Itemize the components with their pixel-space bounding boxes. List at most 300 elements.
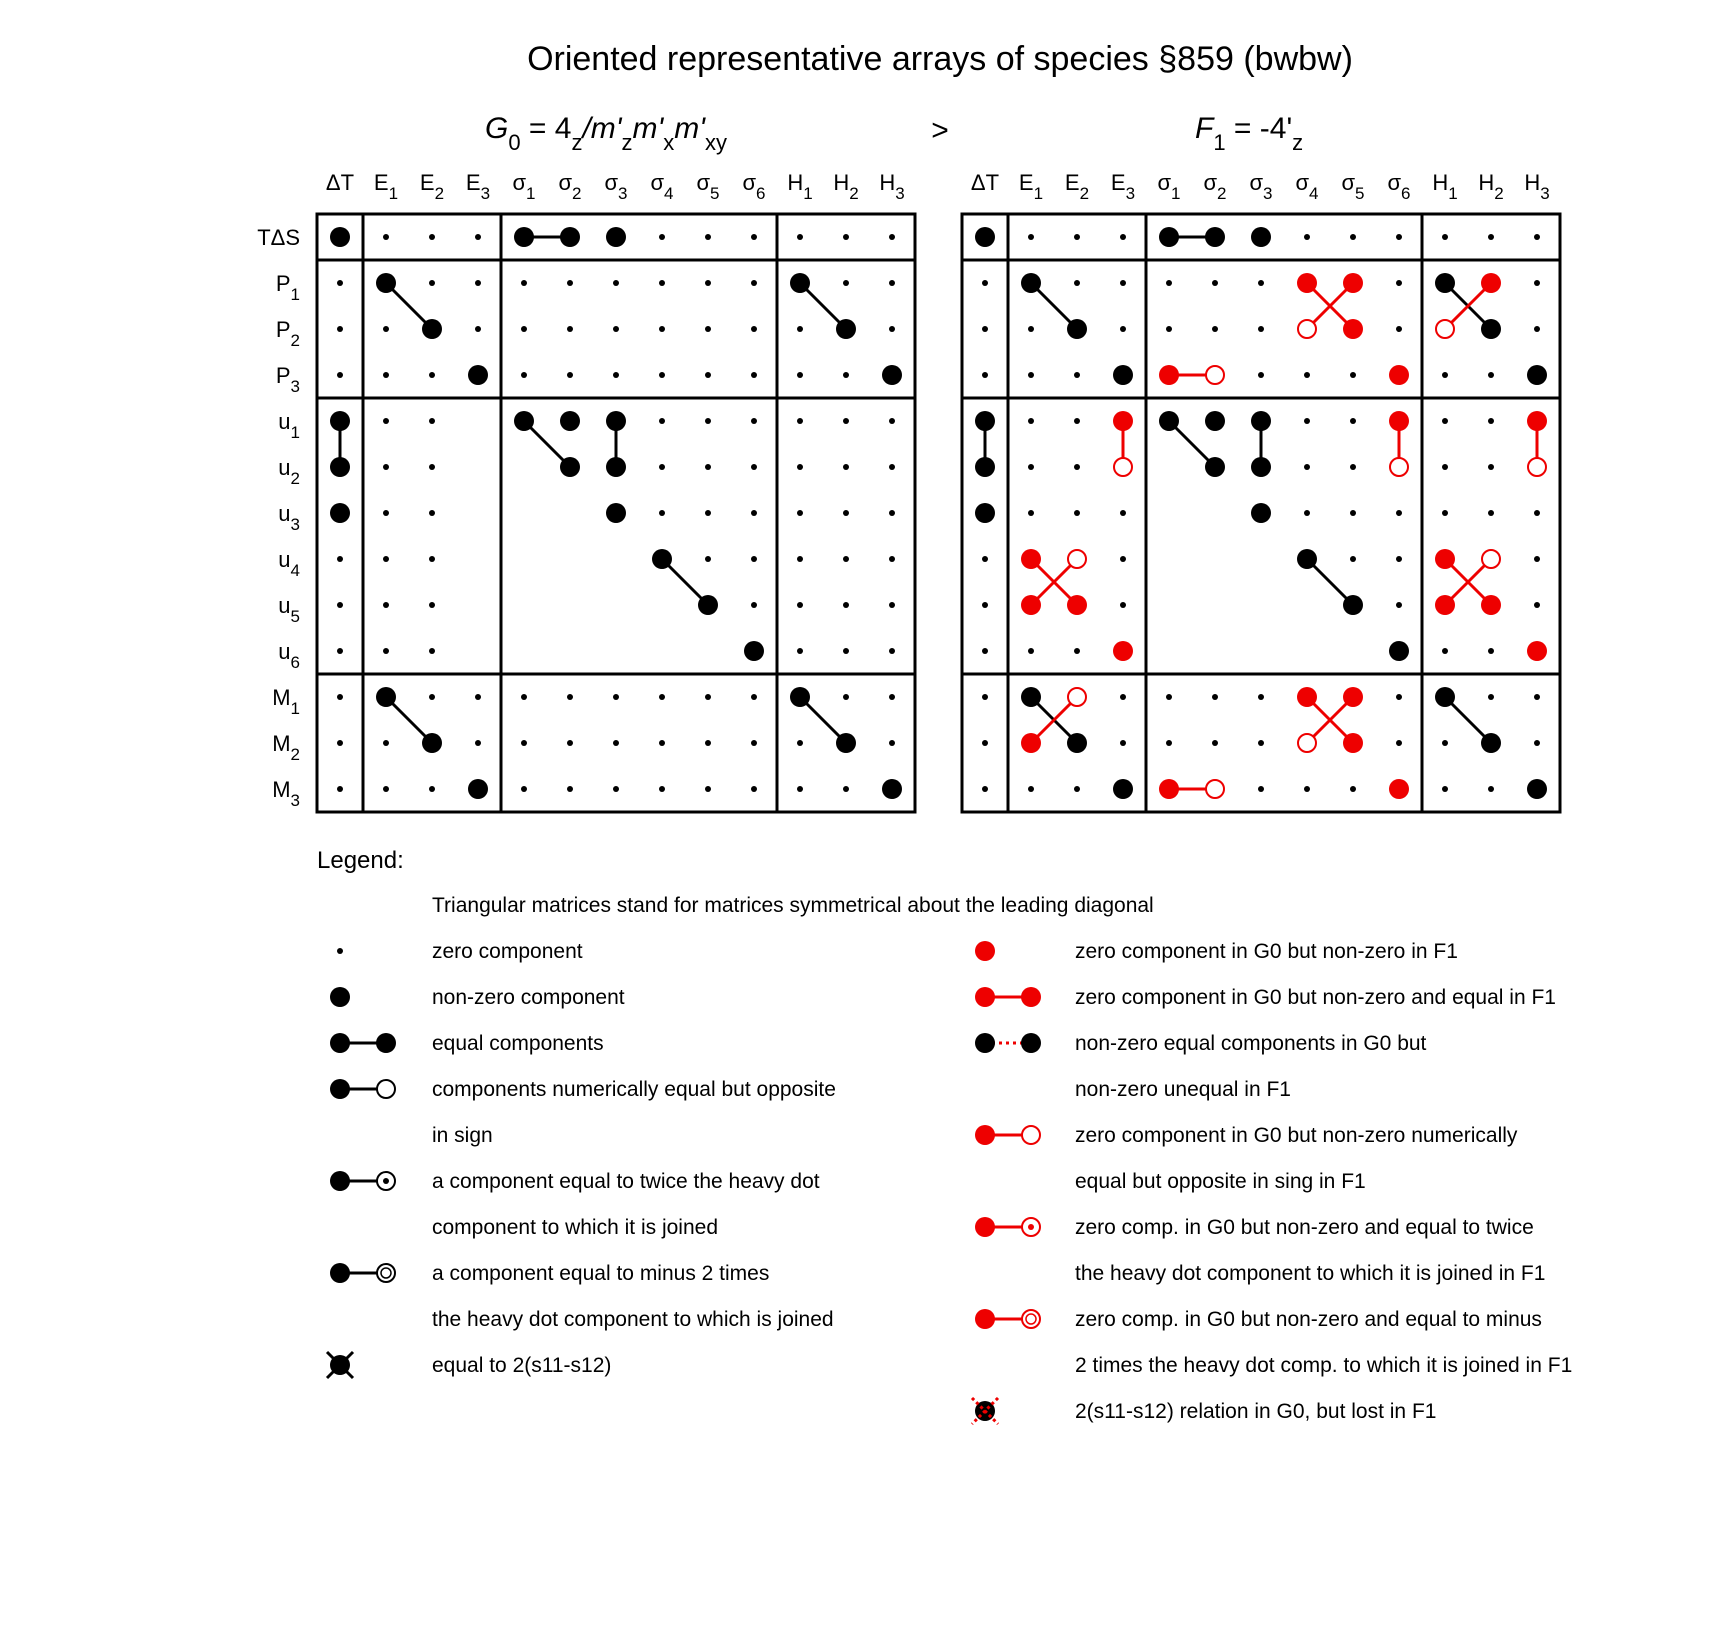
- left-zero-dot-r11-c7: [659, 740, 665, 746]
- right-group-heading: $F_1 = -4'_z$: [1195, 112, 1304, 155]
- right-zero-dot-r6-c1: [1028, 510, 1034, 516]
- left-zero-dot-r10-c5: [567, 694, 573, 700]
- row-header-4: [278, 409, 300, 442]
- right-component-dot-r8-c11: [1481, 595, 1501, 615]
- left-3-text-1: in sign: [432, 1124, 493, 1147]
- right-zero-dot-r3-c0: [982, 372, 988, 378]
- left-zero-dot-r11-c9: [751, 740, 757, 746]
- right-component-dot-r0-c0: [975, 227, 995, 247]
- right-4-symbol-head: [975, 1217, 995, 1237]
- right-component-dot-r8-c1: [1021, 595, 1041, 615]
- left-zero-dot-r5-c1: [383, 464, 389, 470]
- right-component-dot-r1-c1: [1021, 273, 1041, 293]
- right-component-dot-r5-c9: [1390, 458, 1408, 476]
- right-zero-dot-r2-c3: [1120, 326, 1126, 332]
- left-5-symbol-head: [330, 1263, 350, 1283]
- right-zero-dot-r11-c3: [1120, 740, 1126, 746]
- left-zero-dot-r3-c10: [797, 372, 803, 378]
- row-header-9: [278, 639, 300, 672]
- right-zero-dot-r5-c8: [1350, 464, 1356, 470]
- right-5-text-1: 2 times the heavy dot comp. to which it is joined in F1: [1075, 1354, 1573, 1377]
- left-zero-dot-r4-c1: [383, 418, 389, 424]
- left-component-dot-r12-c12: [882, 779, 902, 799]
- right-zero-dot-r9-c1: [1028, 648, 1034, 654]
- left-column-header-6-sub: 3: [618, 184, 628, 203]
- left-0-text-0: zero component: [432, 940, 583, 963]
- right-zero-dot-r4-c7: [1304, 418, 1310, 424]
- left-zero-dot-r0-c11: [843, 234, 849, 240]
- right-zero-dot-r1-c9: [1396, 280, 1402, 286]
- right-zero-dot-r1-c4: [1166, 280, 1172, 286]
- right-zero-dot-r6-c11: [1488, 510, 1494, 516]
- right-zero-dot-r4-c1: [1028, 418, 1034, 424]
- left-zero-dot-r2-c7: [659, 326, 665, 332]
- left-zero-dot-r2-c12: [889, 326, 895, 332]
- row-header-1-base: P: [275, 271, 291, 296]
- left-zero-dot-r4-c12: [889, 418, 895, 424]
- right-zero-dot-r1-c6: [1258, 280, 1264, 286]
- right-zero-dot-r2-c6: [1258, 326, 1264, 332]
- right-component-dot-r11-c11: [1481, 733, 1501, 753]
- right-zero-dot-r10-c12: [1534, 694, 1540, 700]
- right-component-dot-r11-c1: [1021, 733, 1041, 753]
- right-0-symbol: [975, 941, 995, 961]
- right-column-header-4-sub: 1: [1171, 184, 1181, 203]
- left-zero-dot-r12-c2: [429, 786, 435, 792]
- left-zero-dot-r7-c9: [751, 556, 757, 562]
- right-zero-dot-r11-c9: [1396, 740, 1402, 746]
- left-zero-dot-r6-c12: [889, 510, 895, 516]
- left-component-dot-r9-c9: [744, 641, 764, 661]
- right-component-dot-r9-c12: [1527, 641, 1547, 661]
- right-component-dot-r10-c2: [1068, 688, 1086, 706]
- right-component-dot-r1-c11: [1481, 273, 1501, 293]
- right-component-dot-r3-c4: [1159, 365, 1179, 385]
- right-component-dot-r1-c8: [1343, 273, 1363, 293]
- left-zero-dot-r0-c10: [797, 234, 803, 240]
- right-zero-dot-r8-c9: [1396, 602, 1402, 608]
- left-group-heading: $G_0 = 4_z/m'_zm'_xm'_{xy}$: [485, 112, 727, 155]
- right-column-header-3: [1111, 170, 1135, 203]
- right-zero-dot-r3-c6: [1258, 372, 1264, 378]
- right-column-header-7-base: σ: [1295, 170, 1310, 195]
- left-zero-dot-r8-c1: [383, 602, 389, 608]
- left-zero-dot-r2-c1: [383, 326, 389, 332]
- right-column-header-10-base: H: [1432, 170, 1449, 195]
- left-zero-dot-r4-c8: [705, 418, 711, 424]
- right-component-dot-r1-c10: [1435, 273, 1455, 293]
- left-zero-dot-r2-c3: [475, 326, 481, 332]
- left-zero-dot-r6-c1: [383, 510, 389, 516]
- right-zero-dot-r3-c11: [1488, 372, 1494, 378]
- right-column-header-11-base: H: [1478, 170, 1495, 195]
- right-block-r1-c2: [1146, 260, 1422, 398]
- left-zero-dot-r11-c12: [889, 740, 895, 746]
- right-zero-dot-r6-c9: [1396, 510, 1402, 516]
- right-component-dot-r2-c7: [1298, 320, 1316, 338]
- left-zero-dot-r3-c4: [521, 372, 527, 378]
- right-zero-dot-r2-c0: [982, 326, 988, 332]
- right-zero-dot-r5-c10: [1442, 464, 1448, 470]
- right-zero-dot-r9-c10: [1442, 648, 1448, 654]
- right-component-dot-r5-c5: [1205, 457, 1225, 477]
- left-zero-dot-r11-c10: [797, 740, 803, 746]
- left-zero-dot-r1-c0: [337, 280, 343, 286]
- row-header-5: [278, 455, 300, 488]
- right-column-header-12-base: H: [1524, 170, 1541, 195]
- left-zero-dot-r5-c12: [889, 464, 895, 470]
- right-component-dot-r7-c10: [1435, 549, 1455, 569]
- right-zero-dot-r6-c10: [1442, 510, 1448, 516]
- right-component-dot-r12-c12: [1527, 779, 1547, 799]
- right-column-header-7-sub: 4: [1309, 184, 1319, 203]
- right-component-dot-r10-c7: [1297, 687, 1317, 707]
- row-header-0-base: TΔS: [257, 225, 300, 250]
- right-4-text-1: the heavy dot component to which it is joined in F1: [1075, 1262, 1546, 1285]
- left-zero-dot-r2-c10: [797, 326, 803, 332]
- left-zero-dot-r7-c8: [705, 556, 711, 562]
- right-zero-dot-r6-c2: [1074, 510, 1080, 516]
- left-zero-dot-r5-c7: [659, 464, 665, 470]
- left-1-symbol-dot: [330, 987, 350, 1007]
- right-column-header-9: [1387, 170, 1410, 203]
- right-zero-dot-r8-c0: [982, 602, 988, 608]
- right-component-dot-r2-c11: [1481, 319, 1501, 339]
- left-zero-dot-r6-c7: [659, 510, 665, 516]
- left-zero-dot-r11-c5: [567, 740, 573, 746]
- left-column-header-7-sub: 4: [664, 184, 674, 203]
- left-zero-dot-r4-c7: [659, 418, 665, 424]
- row-header-7: [278, 547, 300, 580]
- right-column-header-3-base: E: [1110, 170, 1126, 195]
- right-zero-dot-r6-c8: [1350, 510, 1356, 516]
- right-zero-dot-r3-c8: [1350, 372, 1356, 378]
- left-6-text-0: equal to 2(s11-s12): [432, 1354, 612, 1377]
- left-3-symbol: [330, 1079, 395, 1099]
- left-zero-dot-r8-c12: [889, 602, 895, 608]
- right-component-dot-r11-c7: [1298, 734, 1316, 752]
- left-column-header-11-base: H: [833, 170, 850, 195]
- left-column-header-6: [604, 170, 627, 203]
- left-column-header-3: [466, 170, 490, 203]
- left-zero-dot-r10-c6: [613, 694, 619, 700]
- right-column-header-2-base: E: [1064, 170, 1080, 195]
- left-zero-dot-r12-c7: [659, 786, 665, 792]
- left-column-header-5-base: σ: [558, 170, 573, 195]
- left-zero-dot-r5-c8: [705, 464, 711, 470]
- left-component-dot-r3-c12: [882, 365, 902, 385]
- right-zero-dot-r12-c11: [1488, 786, 1494, 792]
- right-zero-dot-r10-c6: [1258, 694, 1264, 700]
- left-zero-dot-r11-c6: [613, 740, 619, 746]
- right-component-dot-r7-c2: [1068, 550, 1086, 568]
- right-column-header-8-base: σ: [1341, 170, 1356, 195]
- left-column-header-9-base: σ: [742, 170, 757, 195]
- left-zero-dot-r4-c2: [429, 418, 435, 424]
- right-zero-dot-r3-c7: [1304, 372, 1310, 378]
- right-component-dot-r3-c3: [1113, 365, 1133, 385]
- left-zero-dot-r7-c11: [843, 556, 849, 562]
- left-zero-dot-r12-c4: [521, 786, 527, 792]
- left-zero-dot-r12-c0: [337, 786, 343, 792]
- right-column-header-10-sub: 1: [1448, 184, 1458, 203]
- right-column-header-8: [1341, 170, 1364, 203]
- right-2-symbol: [975, 1033, 1041, 1053]
- left-component-dot-r12-c3: [468, 779, 488, 799]
- row-header-6: [278, 501, 300, 534]
- comparison-symbol: >: [931, 114, 949, 147]
- right-column-header-2-sub: 2: [1079, 184, 1090, 203]
- left-component-dot-r8-c8: [698, 595, 718, 615]
- left-0-symbol: [337, 948, 343, 954]
- right-zero-dot-r4-c2: [1074, 418, 1080, 424]
- right-column-header-11: [1478, 170, 1503, 203]
- left-block-r2-c1: [363, 398, 501, 674]
- right-zero-dot-r11-c5: [1212, 740, 1218, 746]
- left-zero-dot-r3-c0: [337, 372, 343, 378]
- left-2-symbol-tail: [376, 1033, 396, 1053]
- right-column-header-9-sub: 6: [1401, 184, 1411, 203]
- row-header-4-sub: 1: [290, 423, 300, 442]
- right-zero-dot-r0-c11: [1488, 234, 1494, 240]
- right-component-dot-r4-c5: [1205, 411, 1225, 431]
- right-component-dot-r7-c11: [1482, 550, 1500, 568]
- right-matrix: [962, 170, 1560, 812]
- left-zero-dot-r6-c8: [705, 510, 711, 516]
- left-column-header-3-base: E: [465, 170, 481, 195]
- right-column-header-1-base: E: [1018, 170, 1034, 195]
- left-column-header-4: [512, 170, 535, 203]
- left-zero-dot-r8-c10: [797, 602, 803, 608]
- left-zero-dot-r0-c7: [659, 234, 665, 240]
- right-component-dot-r5-c12: [1528, 458, 1546, 476]
- legend: [317, 847, 1572, 1424]
- left-zero-dot-r12-c10: [797, 786, 803, 792]
- left-column-header-5: [558, 170, 581, 203]
- right-zero-dot-r2-c9: [1396, 326, 1402, 332]
- left-column-header-10: [787, 170, 812, 203]
- left-component-dot-r0-c4: [514, 227, 534, 247]
- right-component-dot-r8-c8: [1343, 595, 1363, 615]
- right-component-dot-r0-c4: [1159, 227, 1179, 247]
- right-zero-dot-r0-c7: [1304, 234, 1310, 240]
- row-header-2-base: P: [275, 317, 291, 342]
- right-zero-dot-r6-c3: [1120, 510, 1126, 516]
- row-header-12-base: M: [272, 777, 291, 802]
- right-zero-dot-r12-c1: [1028, 786, 1034, 792]
- right-3-symbol-head: [975, 1125, 995, 1145]
- right-zero-dot-r12-c0: [982, 786, 988, 792]
- left-column-header-0-base: ΔT: [325, 170, 355, 195]
- row-header-1: [276, 271, 300, 304]
- left-column-header-10-base: H: [787, 170, 804, 195]
- right-zero-dot-r9-c2: [1074, 648, 1080, 654]
- right-column-header-0-base: ΔT: [970, 170, 1000, 195]
- right-3-symbol: [975, 1125, 1040, 1145]
- left-column-header-1-sub: 1: [388, 184, 399, 203]
- left-component-dot-r11-c11: [836, 733, 856, 753]
- left-zero-dot-r1-c4: [521, 280, 527, 286]
- row-header-6-base: u: [278, 501, 291, 526]
- right-zero-dot-r5-c11: [1488, 464, 1494, 470]
- left-zero-dot-r11-c1: [383, 740, 389, 746]
- row-header-0: [257, 225, 300, 250]
- right-zero-dot-r0-c8: [1350, 234, 1356, 240]
- right-3-text-0: zero component in G0 but non-zero numerically: [1075, 1124, 1518, 1147]
- left-zero-dot-r6-c11: [843, 510, 849, 516]
- left-zero-dot-r6-c10: [797, 510, 803, 516]
- left-component-dot-r11-c2: [422, 733, 442, 753]
- right-3-text-1: equal but opposite in sing in F1: [1075, 1170, 1366, 1193]
- left-zero-dot-r5-c10: [797, 464, 803, 470]
- left-column-header-2-sub: 2: [434, 184, 445, 203]
- right-1-text-0: zero component in G0 but non-zero and equal in F1: [1075, 986, 1556, 1009]
- right-zero-dot-r12-c8: [1350, 786, 1356, 792]
- left-zero-dot-r9-c2: [429, 648, 435, 654]
- row-header-9-base: u: [278, 639, 291, 664]
- right-column-header-12: [1524, 170, 1549, 203]
- left-4-text-0: a component equal to twice the heavy dot: [432, 1170, 820, 1193]
- left-5-text-1: the heavy dot component to which is joined: [432, 1308, 834, 1331]
- right-zero-dot-r0-c1: [1028, 234, 1034, 240]
- left-zero-dot-r1-c7: [659, 280, 665, 286]
- right-zero-dot-r10-c4: [1166, 694, 1172, 700]
- right-column-header-10: [1432, 170, 1457, 203]
- right-zero-dot-r1-c12: [1534, 280, 1540, 286]
- right-1-symbol-tail: [1021, 987, 1041, 1007]
- left-3-text-0: components numerically equal but opposite: [432, 1078, 836, 1101]
- left-zero-dot-r8-c9: [751, 602, 757, 608]
- right-zero-dot-r2-c4: [1166, 326, 1172, 332]
- left-column-header-3-sub: 3: [480, 184, 491, 203]
- right-zero-dot-r2-c5: [1212, 326, 1218, 332]
- left-column-header-0: [326, 170, 354, 195]
- row-header-1-sub: 1: [290, 285, 300, 304]
- right-zero-dot-r0-c10: [1442, 234, 1448, 240]
- right-6-text-0: 2(s11-s12) relation in G0, but lost in F1: [1075, 1400, 1437, 1423]
- right-component-dot-r5-c3: [1114, 458, 1132, 476]
- right-component-dot-r0-c6: [1251, 227, 1271, 247]
- row-header-10-base: M: [272, 685, 291, 710]
- left-zero-dot-r10-c8: [705, 694, 711, 700]
- left-column-header-5-sub: 2: [572, 184, 582, 203]
- left-component-dot-r0-c0: [330, 227, 350, 247]
- left-component-dot-r7-c7: [652, 549, 672, 569]
- left-zero-dot-r1-c8: [705, 280, 711, 286]
- legend-note: Triangular matrices stand for matrices symmetrical about the leading diagonal: [432, 894, 1154, 917]
- right-zero-dot-r12-c10: [1442, 786, 1448, 792]
- left-zero-dot-r10-c2: [429, 694, 435, 700]
- left-zero-dot-r12-c9: [751, 786, 757, 792]
- right-component-dot-r12-c5: [1206, 780, 1224, 798]
- right-zero-dot-r7-c12: [1534, 556, 1540, 562]
- right-zero-dot-r7-c9: [1396, 556, 1402, 562]
- left-component-dot-r5-c5: [560, 457, 580, 477]
- row-header-2-sub: 2: [290, 331, 300, 350]
- right-zero-dot-r0-c9: [1396, 234, 1402, 240]
- page-title: Oriented representative arrays of species §859 (bwbw): [527, 40, 1353, 78]
- right-zero-dot-r10-c5: [1212, 694, 1218, 700]
- right-column-header-9-base: σ: [1387, 170, 1402, 195]
- left-column-header-1-base: E: [373, 170, 389, 195]
- row-header-4-base: u: [278, 409, 291, 434]
- row-header-8-base: u: [278, 593, 291, 618]
- right-block-r3-c2: [1146, 674, 1422, 812]
- left-5-symbol-tail: [377, 1264, 395, 1282]
- row-header-5-base: u: [278, 455, 291, 480]
- left-6-symbol: [327, 1352, 353, 1378]
- right-column-header-0: [971, 170, 999, 195]
- right-zero-dot-r5-c7: [1304, 464, 1310, 470]
- left-5-text-0: a component equal to minus 2 times: [432, 1262, 770, 1285]
- right-zero-dot-r11-c12: [1534, 740, 1540, 746]
- left-zero-dot-r0-c3: [475, 234, 481, 240]
- right-zero-dot-r10-c9: [1396, 694, 1402, 700]
- left-component-dot-r2-c11: [836, 319, 856, 339]
- row-header-11-sub: 2: [290, 745, 300, 764]
- left-zero-dot-r7-c10: [797, 556, 803, 562]
- right-column-header-4-base: σ: [1157, 170, 1172, 195]
- left-column-header-9-sub: 6: [756, 184, 766, 203]
- right-zero-dot-r0-c3: [1120, 234, 1126, 240]
- left-zero-dot-r0-c1: [383, 234, 389, 240]
- row-header-12: [272, 777, 300, 810]
- right-zero-dot-r12-c6: [1258, 786, 1264, 792]
- right-zero-dot-r7-c8: [1350, 556, 1356, 562]
- row-header-10-sub: 1: [290, 699, 300, 718]
- right-component-dot-r1-c7: [1297, 273, 1317, 293]
- left-zero-dot-r12-c1: [383, 786, 389, 792]
- left-component-dot-r6-c0: [330, 503, 350, 523]
- right-column-header-1-sub: 1: [1033, 184, 1044, 203]
- left-1-symbol: [330, 987, 350, 1007]
- right-3-symbol-tail: [1022, 1126, 1040, 1144]
- left-component-dot-r1-c10: [790, 273, 810, 293]
- row-header-9-sub: 6: [290, 653, 300, 672]
- left-column-header-9: [742, 170, 765, 203]
- left-column-header-2: [420, 170, 444, 203]
- row-header-8: [278, 593, 300, 626]
- right-component-dot-r2-c10: [1436, 320, 1454, 338]
- left-zero-dot-r12-c6: [613, 786, 619, 792]
- right-zero-dot-r12-c7: [1304, 786, 1310, 792]
- right-component-dot-r4-c6: [1251, 411, 1271, 431]
- row-header-6-sub: 3: [290, 515, 300, 534]
- right-zero-dot-r11-c4: [1166, 740, 1172, 746]
- right-column-header-5-base: σ: [1203, 170, 1218, 195]
- right-1-symbol: [975, 987, 1041, 1007]
- left-zero-dot-r2-c8: [705, 326, 711, 332]
- left-component-dot-r3-c3: [468, 365, 488, 385]
- left-zero-dot-r11-c4: [521, 740, 527, 746]
- left-zero-dot-r0-c2: [429, 234, 435, 240]
- right-zero-dot-r10-c3: [1120, 694, 1126, 700]
- left-block-r2-c3: [777, 398, 915, 674]
- left-zero-dot-r9-c0: [337, 648, 343, 654]
- right-2-text-1: non-zero unequal in F1: [1075, 1078, 1291, 1101]
- left-zero-dot-r2-c0: [337, 326, 343, 332]
- right-4-text-0: zero comp. in G0 but non-zero and equal to twice: [1075, 1216, 1534, 1239]
- row-header-11: [272, 731, 300, 764]
- left-4-symbol-head: [330, 1171, 350, 1191]
- left-4-symbol-tail-center: [383, 1178, 389, 1184]
- left-0-symbol-dot: [337, 948, 343, 954]
- right-column-header-7: [1295, 170, 1318, 203]
- right-4-symbol: [975, 1217, 1040, 1237]
- right-column-header-6-sub: 3: [1263, 184, 1273, 203]
- legend-title: Legend:: [317, 847, 404, 874]
- right-4-symbol-tail-center: [1028, 1224, 1034, 1230]
